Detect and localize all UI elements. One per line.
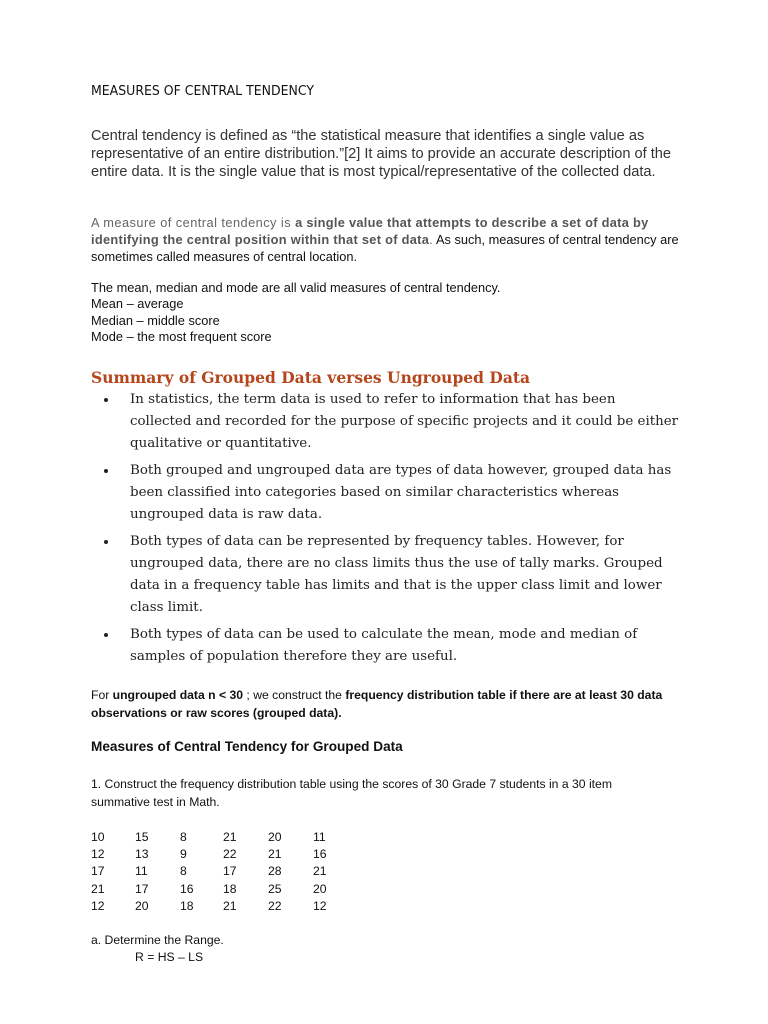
table-cell: 9 — [180, 847, 187, 862]
range-question: a. Determine the Range. — [91, 933, 224, 947]
summary-bullet-list — [91, 389, 681, 672]
table-cell: 12 — [313, 899, 327, 914]
bullet-text: Both grouped and ungrouped data are types of data however, grouped data has been classified into categories based on similar characteristics whereas ungrouped data is raw data. — [130, 462, 672, 523]
definition-line: The mean, median and mode are all valid measures of central tendency. — [91, 280, 501, 295]
para2-dot: . — [429, 232, 434, 247]
central-tendency-definition: Central tendency is defined as “the statistical measure that identifies a single value as representative of an entire distribution.”[2] It aims to provide an accurate description of the entire data. It is the single value that is most typical/representative of the collected data. — [91, 128, 672, 181]
definition-line: Median – middle score — [91, 312, 220, 328]
table-cell: 21 — [313, 864, 327, 879]
measure-description-paragraph — [91, 214, 681, 265]
table-cell: 17 — [223, 864, 237, 879]
table-row — [91, 828, 358, 845]
table-cell: 11 — [135, 864, 148, 879]
list-item — [91, 624, 681, 668]
bullet-icon — [104, 633, 108, 637]
para2-rest: As such, measures of central tendency are sometimes called measures of central location. — [91, 232, 679, 264]
table-cell: 20 — [135, 899, 149, 914]
table-cell: 15 — [135, 829, 149, 844]
table-cell: 18 — [180, 899, 194, 914]
table-row — [91, 845, 358, 862]
bullet-text: Both types of data can be represented by frequency tables. However, for ungrouped data, there are no class limits thus the use of tally marks. Grouped data in a frequency table has limits and that is the upper class limit and lower class limit. — [130, 533, 663, 616]
table-cell: 22 — [268, 899, 282, 914]
para2-lead: A measure of central tendency is — [91, 215, 296, 230]
table-cell: 20 — [313, 881, 327, 896]
table-cell: 16 — [180, 881, 194, 896]
table-cell: 16 — [313, 847, 327, 862]
definition-line: Mean – average — [91, 296, 184, 312]
table-cell: 8 — [180, 829, 187, 844]
table-row — [91, 880, 358, 897]
list-item — [91, 531, 681, 620]
table-cell: 21 — [223, 899, 237, 914]
ungrouped-note-paragraph — [91, 686, 691, 722]
range-formula: R = HS – LS — [135, 950, 204, 964]
table-cell: 25 — [268, 881, 282, 896]
table-cell: 22 — [223, 847, 237, 862]
para3-text: ; we construct the — [243, 688, 346, 702]
bullet-text: In statistics, the term data is used to refer to information that has been collected and recorded for the purpose of specific projects and it could be either qualitative or quantitative. — [130, 392, 679, 452]
table-cell: 10 — [91, 829, 105, 844]
para3-text: For — [91, 688, 113, 702]
table-cell: 12 — [91, 899, 105, 914]
table-cell: 21 — [91, 881, 105, 896]
table-cell: 8 — [180, 864, 187, 879]
table-cell: 21 — [268, 847, 282, 862]
instruction-paragraph: 1. Construct the frequency distribution table using the scores of 30 Grade 7 students in a 30 item summative test in Math. — [91, 777, 612, 809]
para3-bold: ungrouped data n < 30 — [112, 688, 244, 702]
table-row — [91, 863, 358, 880]
para2-bold: a single value that attempts to describe a set of data by identifying the central position within that set of data — [91, 215, 649, 247]
table-row — [91, 898, 358, 915]
main-heading: MEASURES OF CENTRAL TENDENCY — [91, 82, 314, 99]
table-cell: 17 — [135, 881, 149, 896]
table-cell: 13 — [135, 847, 149, 862]
scores-table — [91, 828, 358, 915]
summary-heading: Summary of Grouped Data verses Ungrouped Data — [91, 368, 531, 387]
bullet-icon — [104, 540, 108, 544]
table-cell: 12 — [91, 847, 105, 862]
grouped-data-heading: Measures of Central Tendency for Grouped Data — [91, 739, 403, 754]
table-cell: 21 — [223, 829, 237, 844]
bullet-text: Both types of data can be used to calculate the mean, mode and median of samples of population therefore they are useful. — [130, 626, 638, 664]
table-cell: 18 — [223, 881, 237, 896]
bullet-icon — [104, 469, 108, 473]
table-cell: 20 — [268, 829, 282, 844]
table-cell: 11 — [313, 829, 326, 844]
para3-bold: frequency distribution table if there are at least 30 data observations or raw scores (grouped data). — [91, 688, 663, 720]
definition-line: Mode – the most frequent score — [91, 329, 272, 345]
list-item — [91, 460, 681, 527]
bullet-icon — [104, 398, 108, 402]
list-item — [91, 389, 681, 456]
table-cell: 17 — [91, 864, 105, 879]
table-cell: 28 — [268, 864, 282, 879]
definitions-list — [91, 280, 681, 346]
